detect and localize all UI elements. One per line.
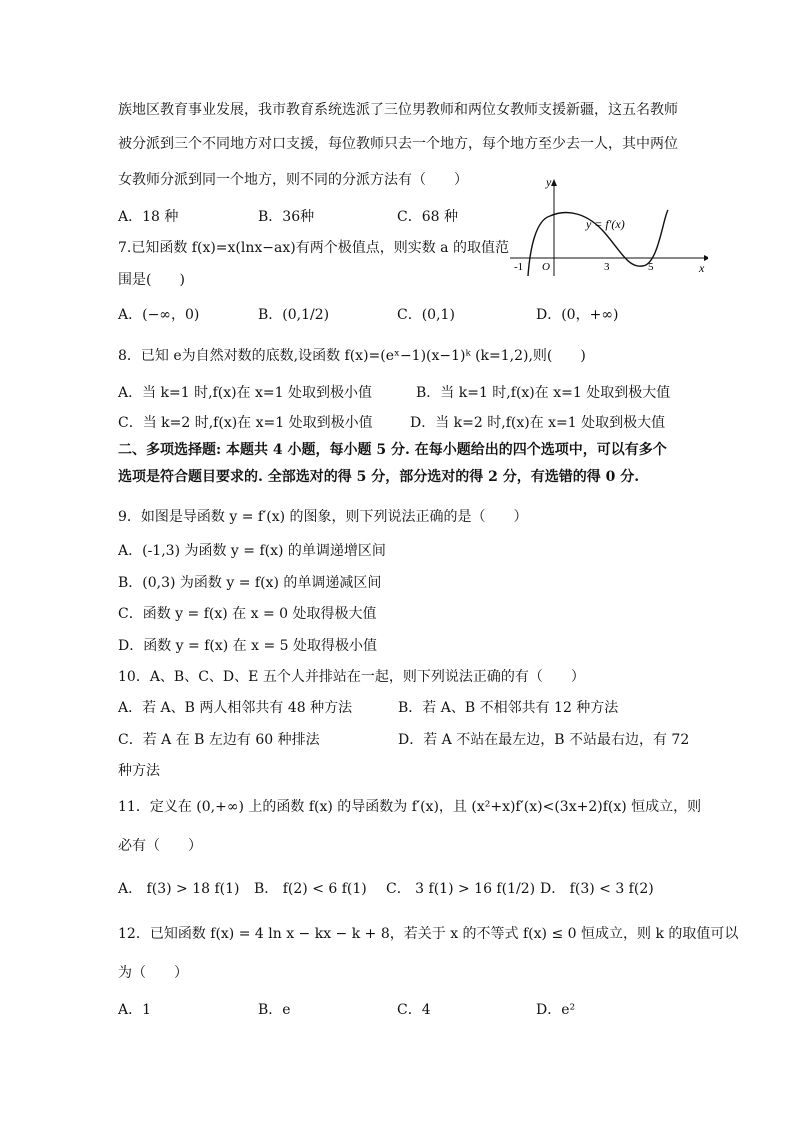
q9-option-a: A．(-1,3) 为函数 y = f(x) 的单调递增区间: [118, 543, 386, 559]
graph-tick-neg1: -1: [514, 261, 524, 273]
q7-option-c: C．(0,1): [397, 307, 455, 323]
graph-origin-label: O: [542, 261, 550, 273]
derivative-graph: [508, 178, 708, 278]
q12-option-d: D．e²: [536, 1002, 576, 1018]
q8-option-b: B．当 k=1 时,f(x)在 x=1 处取到极大值: [416, 385, 671, 401]
graph-tick-5: 5: [648, 261, 654, 273]
q12-option-b: B．e: [258, 1002, 291, 1018]
q11-option-a: A． f(3) > 18 f(1): [118, 881, 240, 897]
q10-option-b: B．若 A、B 不相邻共有 12 种方法: [398, 700, 619, 716]
q10-option-d-cont: 种方法: [118, 763, 160, 779]
q11-option-d: D． f(3) < 3 f(2): [540, 881, 654, 897]
graph-x-label: x: [699, 261, 705, 275]
q11-option-c: C． 3 f(1) > 16 f(1/2): [386, 881, 536, 897]
intro-line-1: 族地区教育事业发展，我市教育系统选派了三位男教师和两位女教师支援新疆，这五名教师: [118, 102, 678, 118]
section2-line-1: 二、多项选择题: 本题共 4 小题，每小题 5 分. 在每小题给出的四个选项中，可以有多个: [118, 442, 667, 458]
q8-option-d: D．当 k=2 时,f(x)在 x=1 处取到极大值: [410, 415, 666, 431]
q10-stem: 10．A、B、C、D、E 五个人并排站在一起，则下列说法正确的有（ ）: [118, 669, 585, 685]
q12-stem: 12．已知函数 f(x) = 4 ln x − kx − k + 8，若关于 x 的不等式 f(x) ≤ 0 恒成立，则 k 的取值可以: [118, 926, 739, 942]
q10-option-c: C．若 A 在 B 左边有 60 种排法: [118, 732, 320, 748]
q6-option-b: B．36种: [258, 209, 315, 225]
graph-tick-3: 3: [604, 261, 610, 273]
q10-option-d: D．若 A 不站在最左边，B 不站最右边，有 72: [398, 732, 690, 748]
q7-option-d: D．(0，+∞): [536, 307, 619, 323]
q11-stem: 11．定义在 (0,+∞) 上的函数 f(x) 的导函数为 f′(x)，且 (x²+x)f′(x)<(3x+2)f(x) 恒成立，则: [118, 799, 702, 815]
q11-option-b: B． f(2) < 6 f(1): [254, 881, 367, 897]
q10-option-a: A．若 A、B 两人相邻共有 48 种方法: [118, 700, 353, 716]
q8-option-c: C．当 k=2 时,f(x)在 x=1 处取到极小值: [118, 415, 373, 431]
q7-option-a: A．(−∞，0): [118, 307, 200, 323]
intro-line-2: 被分派到三个不同地方对口支援，每位教师只去一个地方，每个地方至少去一人，其中两位: [118, 136, 678, 152]
q7-line-2: 围是( ): [118, 272, 185, 288]
q11-stem-2: 必有（ ）: [118, 838, 202, 854]
q9-stem: 9．如图是导函数 y = f′(x) 的图象，则下列说法正确的是（ ）: [118, 509, 528, 525]
q7-option-b: B．(0,1/2): [258, 307, 330, 323]
x-axis-arrow: [704, 255, 708, 261]
q8-option-a: A．当 k=1 时,f(x)在 x=1 处取到极小值: [118, 385, 373, 401]
intro-line-3: 女教师分派到同一个地方，则不同的分派方法有（ ）: [118, 172, 468, 188]
section2-line-2: 选项是符合题目要求的. 全部选对的得 5 分，部分选对的得 2 分，有选错的得 0 分.: [118, 469, 640, 485]
q8-stem: 8．已知 e为自然对数的底数,设函数 f(x)=(eˣ−1)(x−1)ᵏ (k=1,2),则( ): [118, 348, 586, 364]
q12-option-a: A．1: [118, 1002, 152, 1018]
q7-line-1: 7.已知函数 f(x)=x(lnx−ax)有两个极值点，则实数 a 的取值范: [118, 240, 509, 256]
q6-option-a: A．18 种: [118, 209, 179, 225]
q6-option-c: C．68 种: [397, 209, 458, 225]
q12-option-c: C．4: [397, 1002, 431, 1018]
y-axis-arrow: [551, 179, 557, 186]
graph-y-label: y: [546, 178, 552, 189]
q9-option-b: B．(0,3) 为函数 y = f(x) 的单调递减区间: [118, 575, 382, 591]
q12-stem-2: 为（ ）: [118, 965, 188, 981]
graph-func-label: y = f′(x): [586, 217, 625, 231]
q9-option-c: C．函数 y = f(x) 在 x = 0 处取得极大值: [118, 606, 377, 622]
q9-option-d: D．函数 y = f(x) 在 x = 5 处取得极小值: [118, 638, 377, 654]
